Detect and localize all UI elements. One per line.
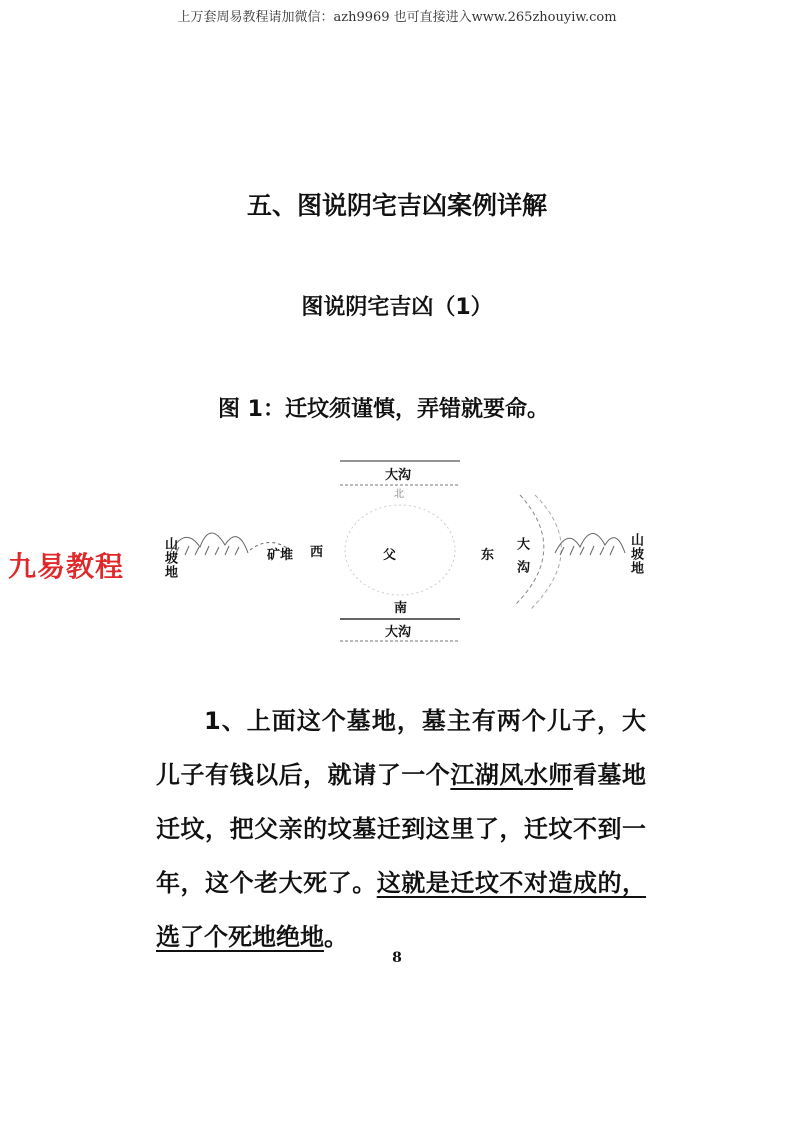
south-ditch-label: 大沟	[385, 625, 412, 640]
east-label: 东	[481, 548, 495, 563]
figure-caption: 图 1：迁坟须谨慎，弄错就要命。	[218, 397, 549, 422]
section-heading: 五、图说阴宅吉凶案例详解	[246, 191, 547, 220]
page-number: 8	[392, 950, 402, 966]
paragraph-part: 看墓地迁坟，把父亲的坟墓迁到这里了，迁坟不到一年，这个老大死了。	[156, 761, 647, 897]
underlined-conclusion: 这就是迁坟不对造成的，选了个死地绝地	[156, 869, 647, 951]
grave-site-diagram	[150, 455, 650, 655]
site-boundary	[345, 505, 455, 595]
left-slope-label: 山坡地	[162, 537, 177, 579]
right-hills-icon	[555, 533, 625, 555]
underlined-phrase: 江湖风水师	[450, 761, 573, 789]
paragraph-part: 1、上面这个墓地，墓主有两个儿子，大儿子有钱以后，就请了一个	[156, 707, 646, 789]
west-label: 西	[310, 545, 324, 560]
watermark-logo: 九易教程	[8, 550, 125, 583]
grave-center-label: 父	[383, 548, 397, 563]
paragraph-end: 。	[324, 923, 348, 951]
north-mark-label: 北	[394, 489, 404, 500]
mine-pile-label: 矿堆	[267, 548, 294, 563]
east-ditch-label: 大沟	[514, 537, 529, 583]
east-ditch-curve	[530, 495, 561, 610]
case-paragraph	[156, 694, 646, 964]
south-label: 南	[394, 601, 408, 616]
top-banner: 上万套周易教程请加微信：azh9969 也可直接进入www.265zhouyiw.com	[177, 10, 617, 25]
right-slope-label: 山坡地	[628, 533, 643, 575]
case-title: 图说阴宅吉凶（1）	[301, 295, 493, 320]
north-ditch-label: 大沟	[385, 468, 412, 483]
